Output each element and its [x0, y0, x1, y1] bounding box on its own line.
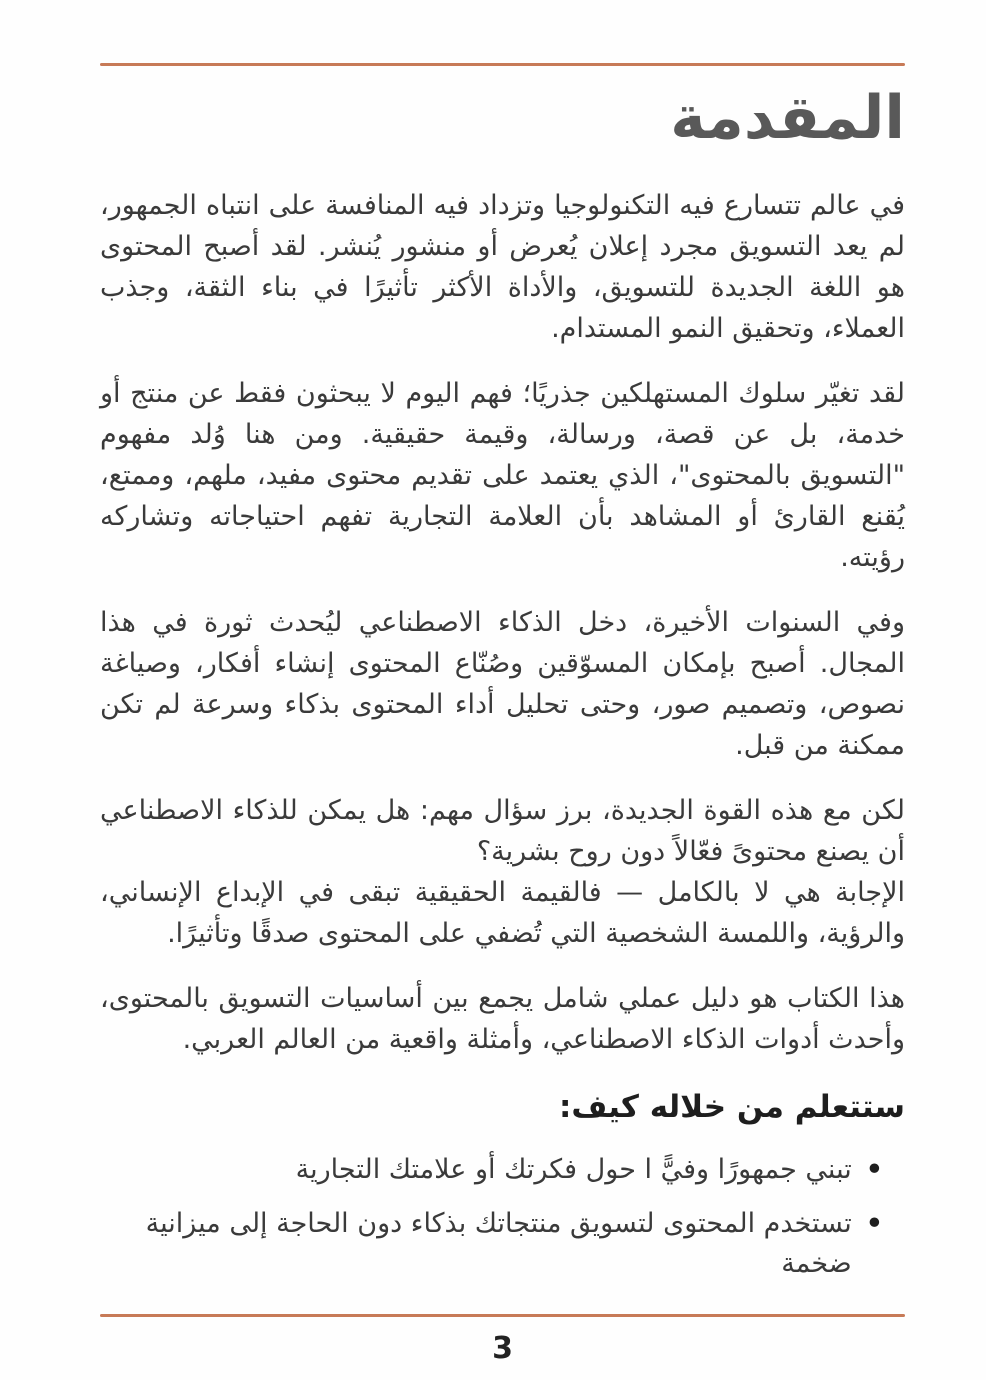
intro-paragraph-5: هذا الكتاب هو دليل عملي شامل يجمع بين أساسيات التسويق بالمحتوى، وأحدث أدوات الذكاء الاصطناعي، وأمثلة واقعية من العالم العربي. — [100, 983, 905, 1055]
page-footer — [100, 1314, 905, 1366]
list-item — [100, 1150, 883, 1190]
intro-paragraph-3: وفي السنوات الأخيرة، دخل الذكاء الاصطناعي ليُحدث ثورة في هذا المجال. أصبح بإمكان المسوّقين وصُنّاع المحتوى إنشاء أفكار، وصياغة نصوص، وتصميم صور، وحتى تحليل أداء المحتوى بذكاء وسرعة لم تكن ممكنة من قبل. — [100, 607, 905, 761]
intro-paragraph-2: لقد تغيّر سلوك المستهلكين جذريًا؛ فهم اليوم لا يبحثون فقط عن منتج أو خدمة، بل عن قصة، ورسالة، وقيمة حقيقية. ومن هنا وُلد مفهوم "التسويق بالمحتوى"، الذي يعتمد على تقديم محتوى مفيد، ملهم، وممتع، يُقنع القارئ أو المشاهد بأن العلامة التجارية تفهم احتياجاته وتشاركه رؤيته. — [100, 378, 905, 573]
intro-paragraph-1: في عالم تتسارع فيه التكنولوجيا وتزداد فيه المنافسة على انتباه الجمهور، لم يعد التسويق مجرد إعلان يُعرض أو منشور يُنشر. لقد أصبح المحتوى هو اللغة الجديدة للتسويق، والأداة الأكثر تأثيرًا في بناء الثقة، وجذب العملاء، وتحقيق النمو المستدام. — [100, 190, 905, 344]
learn-list — [100, 1136, 905, 1284]
intro-paragraph-4-question: لكن مع هذه القوة الجديدة، برز سؤال مهم: هل يمكن للذكاء الاصطناعي أن يصنع محتوىً فعّالاً دون روح بشرية؟ — [100, 795, 905, 867]
list-item — [100, 1204, 883, 1284]
section-heading: ستتعلم من خلاله كيف: — [558, 1089, 905, 1125]
page-title: المقدمة — [670, 83, 905, 153]
bottom-divider — [100, 1314, 905, 1317]
bullet-icon: • — [865, 1208, 883, 1239]
intro-paragraph-4-answer: الإجابة هي لا بالكامل — فالقيمة الحقيقية تبقى في الإبداع الإنساني، والرؤية، واللمسة الشخصية التي تُضفي على المحتوى صدقًا وتأثيرًا. — [100, 877, 905, 949]
bullet-icon: • — [865, 1154, 883, 1185]
bullet-text: تبني جمهورًا وفيًّ ا حول فكرتك أو علامتك التجارية — [295, 1154, 852, 1185]
page-number: 3 — [492, 1331, 513, 1366]
bullet-text: تستخدم المحتوى لتسويق منتجاتك بذكاء دون الحاجة إلى ميزانية ضخمة — [145, 1208, 852, 1279]
top-divider — [100, 63, 905, 66]
